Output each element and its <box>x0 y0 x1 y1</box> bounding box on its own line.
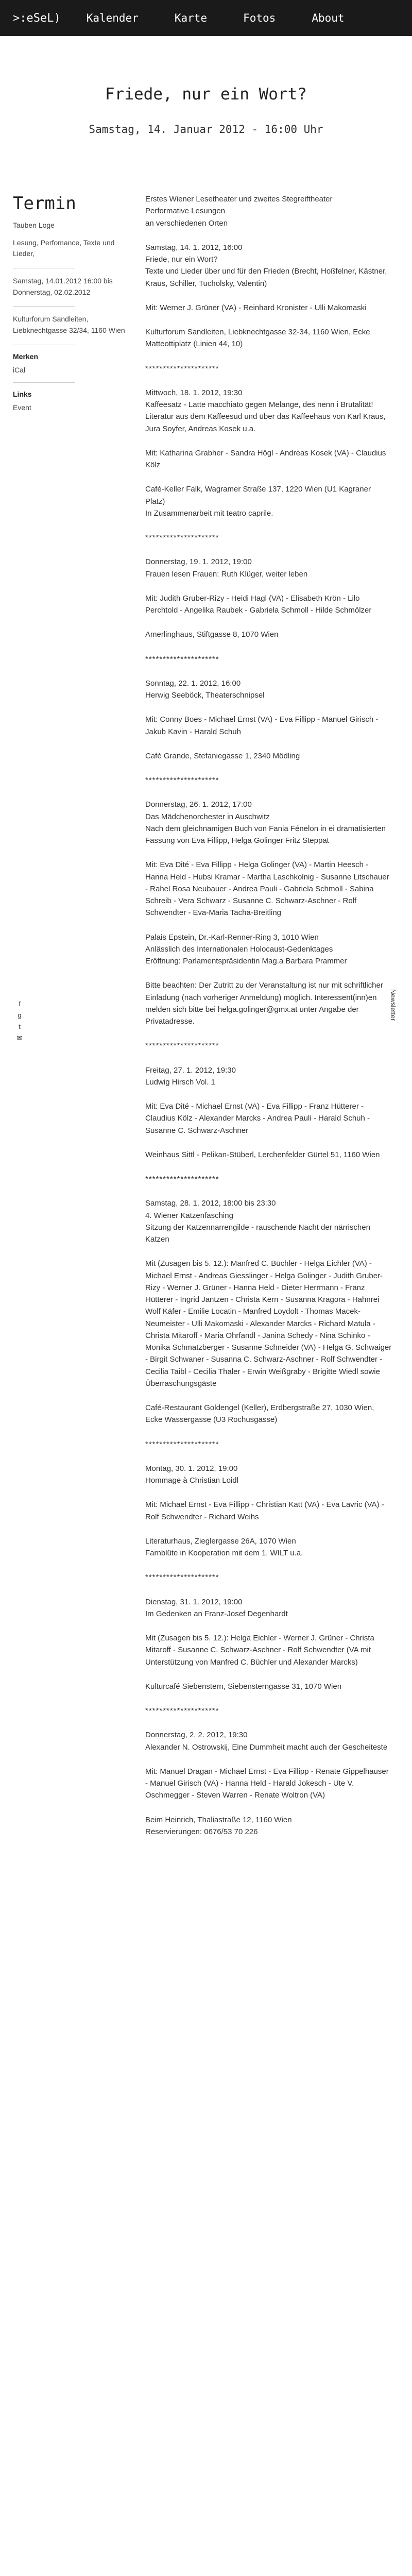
top-navigation <box>0 0 412 36</box>
description-paragraph: Kulturforum Sandleiten, Liebknechtgasse 32-34, 1160 Wien, Ecke Matteottiplatz (Linien 44, 10) <box>145 328 370 349</box>
event-datetime: Samstag, 14. Januar 2012 - 16:00 Uhr <box>89 123 323 135</box>
description-paragraph: Donnerstag, 2. 2. 2012, 19:30 Alexander N. Ostrowskij, Eine Dummheit macht auch der Gescheiteste <box>145 1731 388 1752</box>
description-paragraph: Samstag, 14. 1. 2012, 16:00 Friede, nur ein Wort? Texte und Lieder über und für den Frieden (Brecht, Hoßfelner, Kästner, Kraus, Schiller, Tucholsky, Valentin) <box>145 243 387 288</box>
separator-stars: ********************* <box>145 533 219 542</box>
nav-item-fotos[interactable]: Fotos <box>243 12 276 24</box>
description-paragraph: Palais Epstein, Dr.-Karl-Renner-Ring 3, 1010 Wien Anlässlich des Internationalen Holocaust-Gedenktages Eröffnung: Parlamentspräsidentin Mag.a Barbara Prammer <box>145 933 347 965</box>
facebook-icon[interactable]: f <box>19 1000 21 1008</box>
description-paragraph: Donnerstag, 26. 1. 2012, 17:00 Das Mädchenorchester in Auschwitz Nach dem gleichnamigen Buch von Fania Fénelon in ei dramatisierten Fassung von Eva Fillipp, Helga Golinger Fritz Steppat <box>145 800 386 845</box>
description-paragraph: Mit: Judith Gruber-Rizy - Heidi Hagl (VA) - Elisabeth Krön - Lilo Perchtold - Angelika Raubek - Gabriela Schmoll - Hilde Schmölzer <box>145 594 372 615</box>
nav-item-about[interactable]: About <box>312 12 345 24</box>
event-link[interactable]: Event <box>13 403 31 412</box>
mail-icon[interactable]: ✉ <box>16 1034 23 1042</box>
description-paragraph: Bitte beachten: Der Zutritt zu der Veranstaltung ist nur mit schriftlicher Einladung (nach vorheriger Anmeldung) möglich. Interessent(inn)en melden sich bitte bei helga.golinger@gmx.at unter Angabe der Privatadresse. <box>145 981 383 1026</box>
description-paragraph: Mittwoch, 18. 1. 2012, 19:30 Kaffeesatz - Latte macchiato gegen Melange, des nenn i Brutalität! Literatur aus dem Kaffeesud und über das Kaffeehaus von Karl Kraus, Jura Soyfer, Andreas Kosek u.a. <box>145 388 386 433</box>
event-title: Friede, nur ein Wort? <box>105 85 307 104</box>
description-paragraph: Samstag, 28. 1. 2012, 18:00 bis 23:30 4. Wiener Katzenfasching Sitzung der Katzennarrengilde - rauschende Nacht der närrischen Katzen <box>145 1199 370 1244</box>
description-paragraph: Mit (Zusagen bis 5. 12.): Manfred C. Büchler - Helga Eichler (VA) - Michael Ernst - Andreas Giesslinger - Helga Golinger - Judith Gruber-Rizy - Werner J. Grüner - Hanna Held - Dieter Herrmann - Franz Hütterer - Ingrid Jantzen - Christa Kern - Susanna Kragora - Hahnrei Wolf Käfer - Emilie Locatin - Manfred Loydolt - Thomas Macek-Neumeister - Ulli Makomaski - Alexander Marcks - Richard Matula - Christa Mitaroff - Maria Ohrfandl - Janina Schedy - Nina Schinko - Monika Schmatzberger - Susanne Schneider (VA) - Helga G. Schwaiger - Birgit Schwaner - Susanna C. Schwarz-Aschner - Rolf Schwendter - Cecilia Taibl - Cecilia Thaler - Erwin Weißgraby - Brigitte Wiedl sowie Überraschungsgäste <box>145 1259 392 1388</box>
description-paragraph: Mit: Conny Boes - Michael Ernst (VA) - Eva Fillipp - Manuel Girisch - Jakub Kavin - Harald Schuh <box>145 715 379 736</box>
description-paragraph: Beim Heinrich, Thaliastraße 12, 1160 Wien Reservierungen: 0676/53 70 226 <box>145 1815 292 1836</box>
twitter-icon[interactable]: t <box>19 1023 21 1030</box>
description-paragraph: Mit: Manuel Dragan - Michael Ernst - Eva Fillipp - Renate Gippelhauser - Manuel Girisch (VA) - Hanna Held - Harald Jokesch - Ute V. Oschmegger - Steven Warren - Renate Woltron (VA) <box>145 1767 389 1800</box>
separator-stars: ********************* <box>145 776 219 785</box>
description-paragraph: Erstes Wiener Lesetheater und zweites Stegreiftheater Performative Lesungen an verschiedenen Orten <box>145 195 333 228</box>
description-paragraph: Sonntag, 22. 1. 2012, 16:00 Herwig Seeböck, Theaterschnipsel <box>145 679 265 700</box>
ical-link[interactable]: iCal <box>13 365 26 374</box>
separator-stars: ********************* <box>145 1175 219 1183</box>
event-hero <box>0 36 412 193</box>
description-paragraph: Mit: Michael Ernst - Eva Fillipp - Christian Katt (VA) - Eva Lavric (VA) - Rolf Schwendter - Richard Weihs <box>145 1500 384 1521</box>
separator-stars: ********************* <box>145 1439 219 1449</box>
description-paragraph: Mit: Katharina Grabher - Sandra Högl - Andreas Kosek (VA) - Claudius Kölz <box>145 448 386 469</box>
site-logo[interactable]: >:eSeL) <box>13 11 61 25</box>
description-paragraph: Mit: Eva Dité - Michael Ernst (VA) - Eva Fillipp - Franz Hütterer - Claudius Kölz - Alexander Marcks - Andrea Pauli - Harald Schuh - Susanne C. Schwarz-Aschner <box>145 1102 370 1135</box>
event-sidebar <box>13 193 131 412</box>
event-description <box>145 193 392 1850</box>
separator-stars: ********************* <box>145 1706 219 1715</box>
description-paragraph: Montag, 30. 1. 2012, 19:00 Hommage à Christian Loidl <box>145 1464 238 1485</box>
description-paragraph: Weinhaus Sittl - Pelikan-Stüberl, Lerchenfelder Gürtel 51, 1160 Wien <box>145 1150 380 1159</box>
description-paragraph: Freitag, 27. 1. 2012, 19:30 Ludwig Hirsch Vol. 1 <box>145 1065 236 1087</box>
divider <box>13 306 75 307</box>
description-paragraph: Mit: Werner J. Grüner (VA) - Reinhard Kronister - Ulli Makomaski <box>145 303 367 312</box>
event-dates: Samstag, 14.01.2012 16:00 bis Donnerstag, 02.02.2012 <box>13 277 113 296</box>
description-paragraph: Mit (Zusagen bis 5. 12.): Helga Eichler - Werner J. Grüner - Christa Mitaroff - Susanne C. Schwarz-Aschner - Rolf Schwendter (VA mit Unterstützung von Manfred C. Büchler und Alexander Marcks) <box>145 1634 374 1667</box>
separator-stars: ********************* <box>145 654 219 664</box>
separator-stars: ********************* <box>145 1573 219 1582</box>
links-label: Links <box>13 389 32 398</box>
description-paragraph: Café-Keller Falk, Wagramer Straße 137, 1220 Wien (U1 Kagraner Platz) In Zusammenarbeit mit teatro caprile. <box>145 485 371 518</box>
description-paragraph: Amerlinghaus, Stiftgasse 8, 1070 Wien <box>145 630 279 639</box>
newsletter-tab[interactable]: Newsletter <box>389 989 397 1021</box>
description-paragraph: Dienstag, 31. 1. 2012, 19:00 Im Gedenken an Franz-Josef Degenhardt <box>145 1597 288 1618</box>
separator-stars: ********************* <box>145 364 219 373</box>
event-location[interactable]: Kulturforum Sandleiten, Liebknechtgasse 32/34, 1160 Wien <box>13 315 125 335</box>
nav-item-karte[interactable]: Karte <box>174 12 208 24</box>
social-share-bar <box>14 998 25 1044</box>
google-plus-icon[interactable]: g <box>18 1011 22 1019</box>
description-paragraph: Mit: Eva Dité - Eva Fillipp - Helga Golinger (VA) - Martin Heesch - Hanna Held - Hubsi Kramar - Martha Laschkolnig - Susanne Litschauer - Rahel Rosa Neubauer - Andrea Pauli - Gabriela Schmoll - Sabina Schreib - Vera Schwarz - Susanne C. Schwarz-Aschner - Rolf Schwendter - Eva-Maria Tacha-Breitling <box>145 860 389 918</box>
nav-item-kalender[interactable]: Kalender <box>86 12 139 24</box>
description-paragraph: Café Grande, Stefaniegasse 1, 2340 Mödling <box>145 751 300 760</box>
event-tags[interactable]: Lesung, Perfomance, Texte und Lieder, <box>13 238 115 258</box>
separator-stars: ********************* <box>145 1041 219 1050</box>
description-paragraph: Kulturcafé Siebenstern, Siebensterngasse 31, 1070 Wien <box>145 1682 342 1691</box>
description-paragraph: Literaturhaus, Zieglergasse 26A, 1070 Wien Farnblüte in Kooperation mit dem 1. WILT u.a. <box>145 1536 303 1557</box>
divider <box>13 382 75 383</box>
event-category[interactable]: Tauben Loge <box>13 221 55 229</box>
description-paragraph: Donnerstag, 19. 1. 2012, 19:00 Frauen lesen Frauen: Ruth Klüger, weiter leben <box>145 557 308 579</box>
description-paragraph: Café-Restaurant Goldengel (Keller), Erdbergstraße 27, 1030 Wien, Ecke Wassergasse (U3 Rochusgasse) <box>145 1403 374 1425</box>
merken-label: Merken <box>13 352 39 361</box>
sidebar-heading: Termin <box>13 193 76 214</box>
